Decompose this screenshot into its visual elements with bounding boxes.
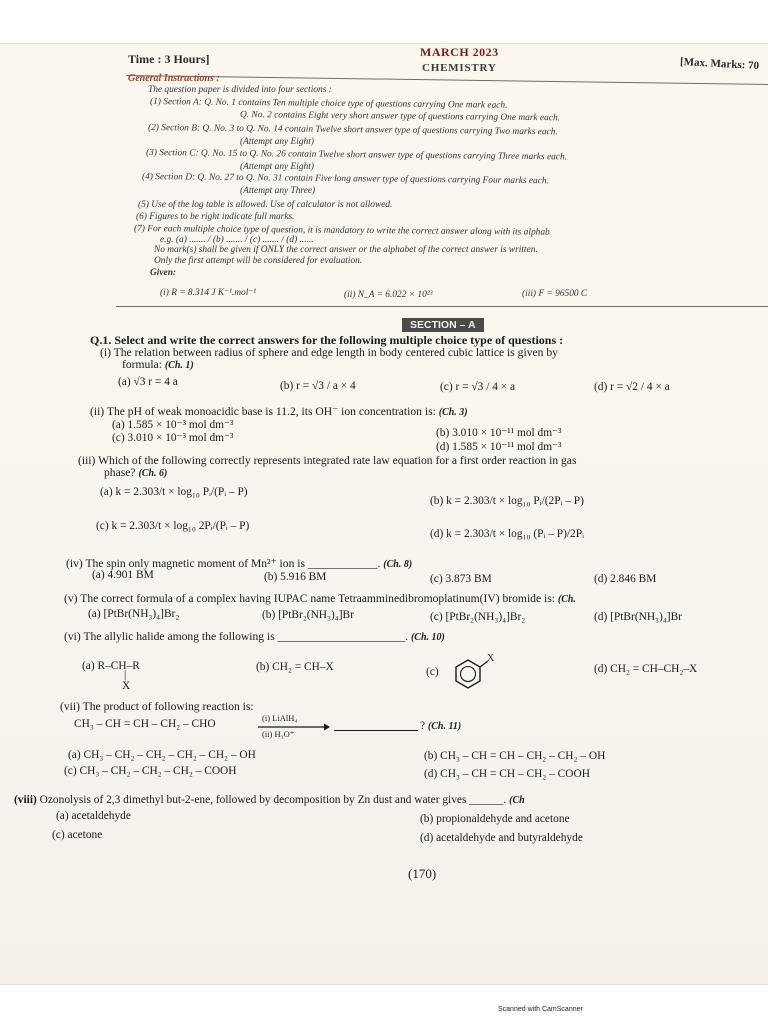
benzene-ring-x-icon (450, 652, 494, 692)
q-vi-option-b: (b) CH₂ = CH–X (256, 661, 334, 673)
q-iv-option-d: (d) 2.846 BM (594, 573, 657, 585)
given-r: (i) R = 8.314 J K⁻¹.mol⁻¹ (160, 288, 257, 298)
reaction-arrow-icon (258, 723, 330, 731)
q-ii-option-a: (a) 1.585 × 10⁻³ mol dm⁻³ (112, 419, 234, 431)
subject-title: CHEMISTRY (422, 62, 497, 74)
given-f: (iii) F = 96500 C (522, 289, 588, 299)
q-iii-num: (iii) (78, 454, 96, 467)
q-iii-chapter: (Ch. 6) (138, 468, 168, 479)
q-iv-option-b: (b) 5.916 BM (264, 571, 327, 583)
max-marks: [Max. Marks: 70 (679, 55, 760, 73)
q-vii-question-mark: ? (420, 720, 426, 732)
q-v-option-b: (b) [PtBr₂(NH₃)₄]Br (262, 609, 354, 621)
q-vii-reactant: CH₃ – CH = CH – CH₂ – CHO (74, 718, 216, 730)
q-iii-option-d: (d) k = 2.303/t × log₁₀ (Pᵢ – P)/2Pᵢ (430, 528, 584, 540)
q-vi-option-a-bond: | (124, 669, 127, 681)
q-ii-option-b: (b) 3.010 × 10⁻¹¹ mol dm⁻³ (436, 427, 562, 439)
q-v-option-d: (d) [PtBr(NH₃)₄]Br (594, 611, 682, 623)
q-v-text: The correct formula of a complex having IUPAC name Tetraamminedibromoplatinum(IV) bromide is: (80, 592, 555, 605)
q-iii-option-a: (a) k = 2.303/t × log₁₀ Pᵢ/(Pᵢ – P) (100, 486, 248, 498)
q-iv-text: The spin only magnetic moment of Mn²⁺ ion is ____________. (85, 557, 381, 570)
instr-line-4: (Attempt any Eight) (240, 137, 314, 147)
q-viii-num: (viii) (14, 794, 37, 806)
instr-line-1: (1) Section A: Q. No. 1 contains Ten multiple choice type of questions carrying One mark each. (149, 97, 508, 111)
q-i-text: The relation between radius of sphere and edge length in body centered cubic lattice is given by (113, 346, 558, 359)
q-vi-option-c: (c) (426, 666, 439, 678)
q-iii-option-b: (b) k = 2.303/t × log₁₀ Pᵢ/(2Pᵢ – P) (430, 495, 584, 507)
q-i-text2: formula: (122, 358, 162, 371)
q-ii-chapter: (Ch. 3) (438, 407, 468, 418)
time-label: Time : 3 Hours] (128, 52, 210, 66)
page-number: (170) (408, 866, 437, 881)
q-ii-option-c: (c) 3.010 × 10⁻³ mol dm⁻³ (112, 432, 234, 444)
q-viii-chapter: (Ch (509, 795, 525, 806)
instr-line-6: (Attempt any Eight) (240, 162, 314, 172)
q-i-chapter: (Ch. 1) (164, 360, 194, 371)
q-vii-option-d: (d) CH₃ – CH = CH – CH₂ – COOH (424, 768, 590, 780)
q-v-chapter: (Ch. (557, 594, 576, 605)
instr-line-7: (4) Section D: Q. No. 27 to Q. No. 31 contain Five long answer type of questions carrying Four marks each. (141, 172, 550, 187)
exam-page (0, 44, 768, 984)
given-na: (ii) N_A = 6.022 × 10²³ (344, 290, 433, 300)
q1-title: Q.1. Select and write the correct answers for the following multiple choice type of questions : (90, 333, 564, 347)
q-vii-answer-blank (334, 730, 418, 731)
q-vii-option-a: (a) CH₃ – CH₂ – CH₂ – CH₂ – CH₂ – OH (68, 749, 256, 761)
q-iv-chapter: (Ch. 8) (383, 559, 413, 570)
q-i-option-c: (c) r = √3 / 4 × a (440, 381, 516, 393)
q-i-option-a: (a) √3 r = 4 a (118, 376, 178, 388)
q-vi-num: (vi) (64, 630, 81, 643)
instr-line-13: No mark(s) shall be given if ONLY the correct answer or the alphabet of the correct answer is written. (154, 245, 538, 255)
q-vi-option-a: (a) R–CH–R (82, 660, 140, 672)
q-iv-num: (iv) (66, 557, 83, 570)
q-iii-option-c: (c) k = 2.303/t × log₁₀ 2Pᵢ/(Pᵢ – P) (96, 520, 250, 532)
q-iii-text: Which of the following correctly represents integrated rate law equation for a first order reaction in gas (98, 454, 577, 467)
q-vi-option-a-substituent: X (122, 680, 131, 692)
q-v-option-c: (c) [PtBr₂(NH₃)₄]Br₂ (430, 611, 526, 623)
q-vii-reagent-2: (ii) H₃O⁺ (262, 729, 295, 739)
instr-line-10: (6) Figures to be right indicate full marks. (136, 212, 295, 222)
q-v-option-a: (a) [PtBr(NH₃)₄]Br₂ (88, 608, 180, 620)
instructions-title: General Instructions : (128, 73, 220, 84)
instr-line-8: (Attempt any Three) (240, 186, 316, 196)
q-vii-num: (vii) (60, 700, 80, 713)
q-ii-text: The pH of weak monoacidic base is 11.2, its OH⁻ ion concentration is: (106, 405, 436, 418)
instructions-rule (116, 306, 768, 307)
q-vii-reagent-1: (i) LiAlH₄ (262, 713, 298, 723)
instr-line-14: Only the first attempt will be considered for evaluation. (154, 256, 363, 266)
q-iv-option-a: (a) 4.901 BM (92, 569, 154, 581)
q-viii-option-c: (c) acetone (52, 829, 103, 841)
q-viii-text: Ozonolysis of 2,3 dimethyl but-2-ene, followed by decomposition by Zn dust and water gives ______. (39, 794, 507, 806)
q-ii-num: (ii) (90, 405, 105, 418)
instr-line-2: Q. No. 2 contains Eight very short answer type of questions carrying One mark each. (239, 110, 561, 124)
q-vii-chapter: (Ch. 11) (427, 721, 462, 732)
section-a-banner: SECTION – A (402, 318, 484, 332)
q-vii-text: The product of following reaction is: (82, 700, 254, 713)
instr-line-5: (3) Section C: Q. No. 15 to Q. No. 26 contain Twelve short answer type of questions carrying Three marks each. (145, 148, 568, 163)
q-i-num: (i) (100, 346, 111, 359)
q-iii-text2: phase? (104, 466, 136, 479)
benzene-x-label: X (487, 653, 494, 664)
q-viii-option-d: (d) acetaldehyde and butyraldehyde (420, 832, 583, 844)
q-viii-option-a: (a) acetaldehyde (56, 810, 131, 822)
q-i-option-b: (b) r = √3 / a × 4 (280, 380, 356, 392)
instr-line-9: (5) Use of the log table is allowed. Use of calculator is not allowed. (138, 200, 393, 210)
q-vii-option-c: (c) CH₃ – CH₂ – CH₂ – CH₂ – COOH (64, 765, 237, 777)
q-i-option-d: (d) r = √2 / 4 × a (594, 381, 670, 393)
q-vi-chapter: (Ch. 10) (410, 632, 445, 643)
q-iv-option-c: (c) 3.873 BM (430, 573, 492, 585)
instr-line-3: (2) Section B: Q. No. 3 to Q. No. 14 contain Twelve short answer type of questions carrying Two marks each. (147, 123, 558, 138)
exam-month: MARCH 2023 (420, 45, 499, 59)
q-vi-text: The allylic halide among the following is ______________________. (83, 630, 409, 643)
q-viii-option-b: (b) propionaldehyde and acetone (420, 813, 570, 825)
q-v-num: (v) (64, 592, 78, 605)
given-label: Given: (150, 268, 177, 278)
q-ii-option-d: (d) 1.585 × 10⁻¹¹ mol dm⁻³ (436, 441, 562, 453)
instr-line-12: e.g. (a) ....... / (b) ....... / (c) ....... / (d) ...... (160, 235, 314, 245)
q-vi-option-d: (d) CH₂ = CH–CH₂–X (594, 663, 698, 675)
scanner-watermark: Scanned with CamScanner (498, 1006, 583, 1013)
instr-line-11: (7) For each multiple choice type of question, it is mandatory to write the correct answer along with its alphab (133, 224, 550, 238)
q-vii-option-b: (b) CH₃ – CH = CH – CH₂ – CH₂ – OH (424, 750, 606, 762)
instructions-intro: The question paper is divided into four sections : (148, 85, 332, 95)
